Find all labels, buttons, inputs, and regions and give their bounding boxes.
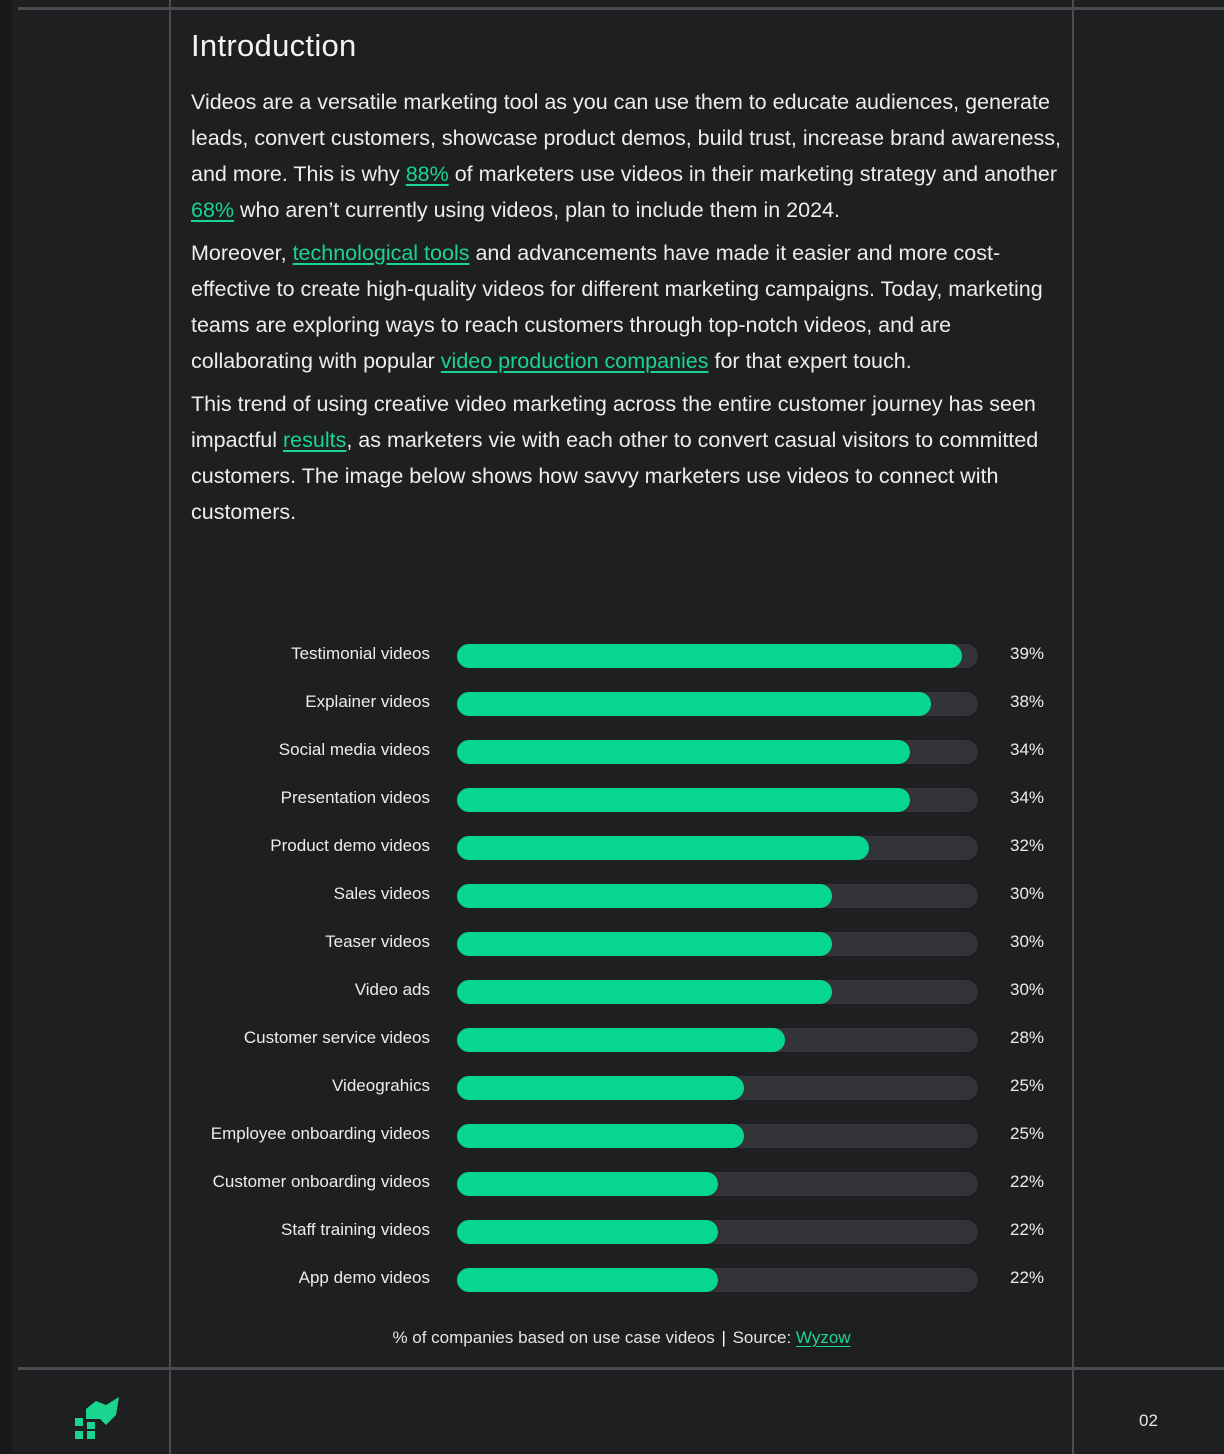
section-heading: Introduction [191,28,357,63]
bar-fill [457,1076,744,1100]
chart-row [180,728,1060,776]
bar-value-label: 30% [1010,884,1045,903]
article-body [191,28,1061,537]
bar-label: Employee onboarding videos [210,1124,430,1143]
bar-label: App demo videos [298,1268,430,1287]
bar-value-label: 34% [1010,740,1045,759]
technological-tools-link[interactable]: technological tools [292,241,470,265]
bar-fill [457,1268,718,1292]
caption-separator: | [721,1328,726,1347]
intro-paragraph-3: This trend of using creative video marketing across the entire customer journey has seen impactful results, as marketers vie with each other to convert casual visitors to committed customers. The image below shows how savvy marketers use videos to connect with customers. [191,392,1039,524]
bar-track [457,740,978,764]
bar-track [457,1268,978,1292]
left-column-rule [169,0,171,1454]
bar-value-label: 38% [1010,692,1045,711]
chart-row [180,1016,1060,1064]
chart-row [180,824,1060,872]
chart-row [180,920,1060,968]
bar-label: Social media videos [278,740,430,759]
right-column-rule [1072,0,1074,1454]
bar-value-label: 34% [1010,788,1045,807]
bar-value-label: 25% [1010,1076,1045,1095]
stat-link-68[interactable]: 68% [191,198,235,222]
top-divider [18,7,1224,10]
chart-row [180,1160,1060,1208]
bar-value-label: 28% [1010,1028,1045,1047]
caption-source-label: Source: [732,1328,792,1347]
bar-track [457,692,978,716]
bar-value-label: 22% [1010,1268,1045,1287]
bar-label: Product demo videos [270,836,430,855]
chart-row [180,632,1060,680]
bar-fill [457,644,962,668]
bar-track [457,1076,978,1100]
bar-fill [457,788,910,812]
left-edge-shadow [0,0,12,1454]
bar-track [457,1172,978,1196]
bar-value-label: 25% [1010,1124,1045,1143]
bar-label: Teaser videos [325,932,430,951]
chart-row [180,1256,1060,1304]
bar-label: Video ads [354,980,430,999]
intro-paragraph-2: Moreover, technological tools and advancements have made it easier and more cost-effective to create high-quality videos for different marketing campaigns. Today, marketing teams are exploring ways to reach customers through top-notch videos, and are collaborating with popular video production companies for that expert touch. [191,241,1043,373]
bar-label: Sales videos [333,884,430,903]
source-link-wyzow[interactable]: Wyzow [795,1328,851,1347]
bar-track [457,788,978,812]
bar-track [457,932,978,956]
bar-track [457,644,978,668]
video-use-case-bar-chart [180,632,1060,1304]
bar-value-label: 30% [1010,980,1045,999]
bar-value-label: 39% [1010,644,1045,663]
brand-logo-icon [72,1395,122,1443]
bar-fill [457,1220,718,1244]
bar-track [457,1124,978,1148]
page-number: 02 [1139,1411,1158,1430]
bar-fill [457,836,869,860]
bar-label: Customer onboarding videos [212,1172,430,1191]
intro-paragraph-1: Videos are a versatile marketing tool as you can use them to educate audiences, generate leads, convert customers, showcase product demos, build trust, increase brand awareness, and more. This is why 88% of marketers use videos in their marketing strategy and another 68% who aren’t currently using videos, plan to include them in 2024. [191,90,1061,222]
bar-label: Customer service videos [243,1028,430,1047]
chart-row [180,776,1060,824]
bar-fill [457,1028,785,1052]
bar-track [457,980,978,1004]
chart-caption [170,1328,1073,1348]
chart-row [180,872,1060,920]
bar-value-label: 32% [1010,836,1045,855]
bar-value-label: 22% [1010,1220,1045,1239]
video-production-companies-link[interactable]: video production companies [440,349,709,373]
bar-fill [457,1172,718,1196]
bar-fill [457,1124,744,1148]
chart-row [180,680,1060,728]
bar-track [457,1220,978,1244]
bar-label: Explainer videos [305,692,430,711]
chart-row [180,968,1060,1016]
chart-row [180,1064,1060,1112]
results-link[interactable]: results [283,428,347,452]
chart-row [180,1208,1060,1256]
bar-track [457,884,978,908]
footer-divider [18,1367,1224,1370]
bar-fill [457,692,931,716]
bar-label: Videograhics [332,1076,430,1095]
bar-fill [457,740,910,764]
chart-row [180,1112,1060,1160]
stat-link-88[interactable]: 88% [405,162,449,186]
bar-label: Testimonial videos [291,644,430,663]
bar-fill [457,884,832,908]
bar-track [457,1028,978,1052]
bar-fill [457,932,832,956]
bar-label: Presentation videos [280,788,430,807]
bar-track [457,836,978,860]
bar-value-label: 22% [1010,1172,1045,1191]
bar-value-label: 30% [1010,932,1045,951]
caption-text: % of companies based on use case videos [392,1328,715,1347]
bar-fill [457,980,832,1004]
bar-label: Staff training videos [281,1220,430,1239]
